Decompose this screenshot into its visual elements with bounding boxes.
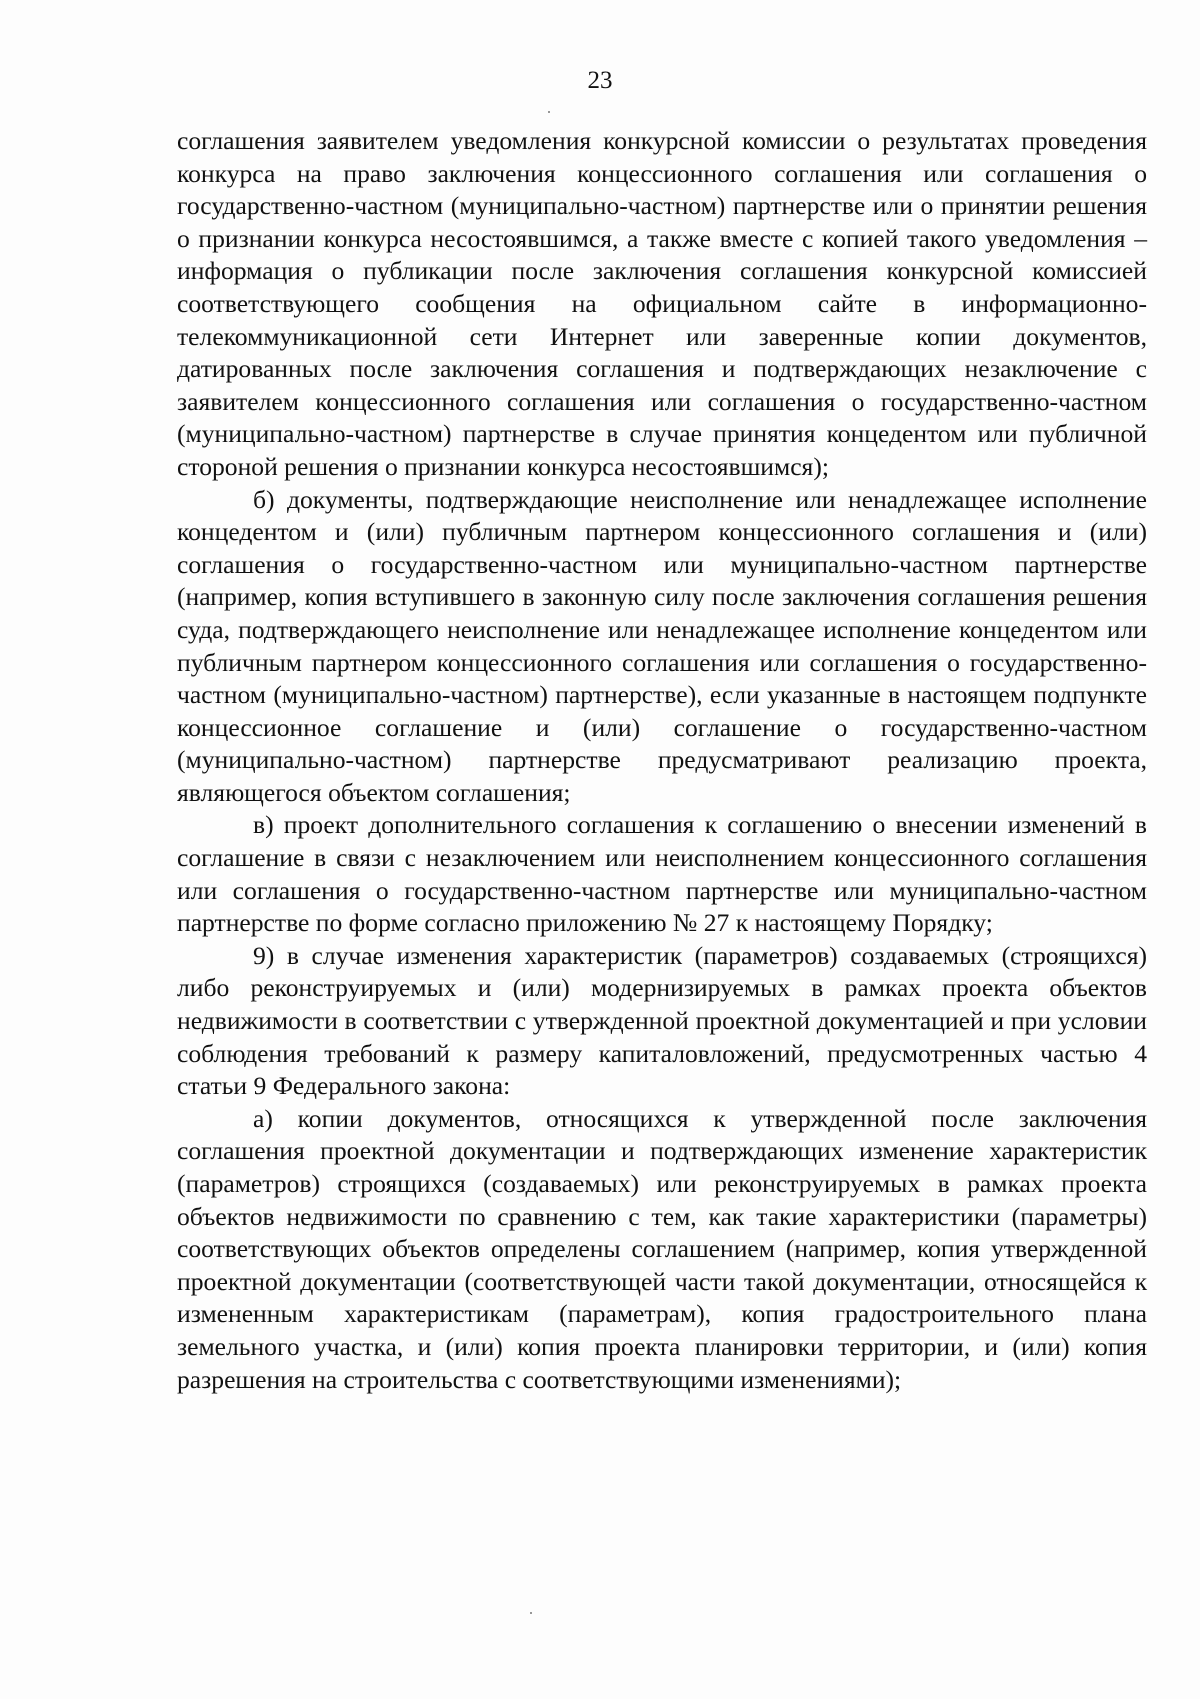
page-number: 23 <box>587 67 613 94</box>
scan-speck <box>548 111 550 113</box>
paragraph-item-v: в) проект дополнительного соглашения к соглашению о внесении изменений в соглашение в связи с незаключением или неисполнением концессионного соглашения или соглашения о государственно-частном партнерстве или муниципально-частном партнерстве по форме согласно приложению № 27 к настоящему Порядку; <box>177 810 1147 938</box>
document-body <box>177 125 1147 1396</box>
paragraph-item-b: б) документы, подтверждающие неисполнение или ненадлежащее исполнение концедентом и (или) публичным партнером концессионного соглашения и (или) соглашения о государственно-частном или муниципально-частном партнерстве (например, копия вступившего в законную силу после заключения соглашения решения суда, подтверждающего неисполнение или ненадлежащее исполнение концедентом или публичным партнером концессионного соглашения или соглашения о государственно-частном (муниципально-частном) партнерстве), если указанные в настоящем подпункте концессионное соглашение и (или) соглашение о государственно-частном (муниципально-частном) партнерстве предусматривают реализацию проекта, являющегося объектом соглашения; <box>177 484 1147 807</box>
paragraph-item-a: а) копии документов, относящихся к утвержденной после заключения соглашения проектной документации и подтверждающих изменение характеристик (параметров) строящихся (создаваемых) или реконструируемых в рамках проекта объектов недвижимости по сравнению с тем, как такие характеристики (параметры) соответствующих объектов определены соглашением (например, копия утвержденной проектной документации (соответствующей части такой документации, относящейся к измененным характеристикам (параметрам), копия градостроительного плана земельного участка, и (или) копия проекта планировки территории, и (или) копия разрешения на строительства с соответствующими изменениями); <box>177 1103 1147 1394</box>
paragraph-item-9: 9) в случае изменения характеристик (параметров) создаваемых (строящихся) либо реконструируемых и (или) модернизируемых в рамках проекта объектов недвижимости в соответствии с утвержденной проектной документацией и при условии соблюдения требований к размеру капиталовложений, предусмотренных частью 4 статьи 9 Федерального закона: <box>177 940 1147 1101</box>
paragraph-continuation: соглашения заявителем уведомления конкурсной комиссии о результатах проведения конкурса на право заключения концессионного соглашения или соглашения о государственно-частном (муниципально-частном) партнерстве или о принятии решения о признании конкурса несостоявшимся, а также вместе с копией такого уведомления – информация о публикации после заключения соглашения конкурсной комиссией соответствующего сообщения на официальном сайте в информационно-телекоммуникационной сети Интернет или заверенные копии документов, датированных после заключения соглашения и подтверждающих незаключение с заявителем концессионного соглашения или соглашения о государственно-частном (муниципально-частном) партнерстве в случае принятия концедентом или публичной стороной решения о признании конкурса несостоявшимся); <box>177 126 1147 481</box>
scan-speck <box>530 1612 532 1614</box>
